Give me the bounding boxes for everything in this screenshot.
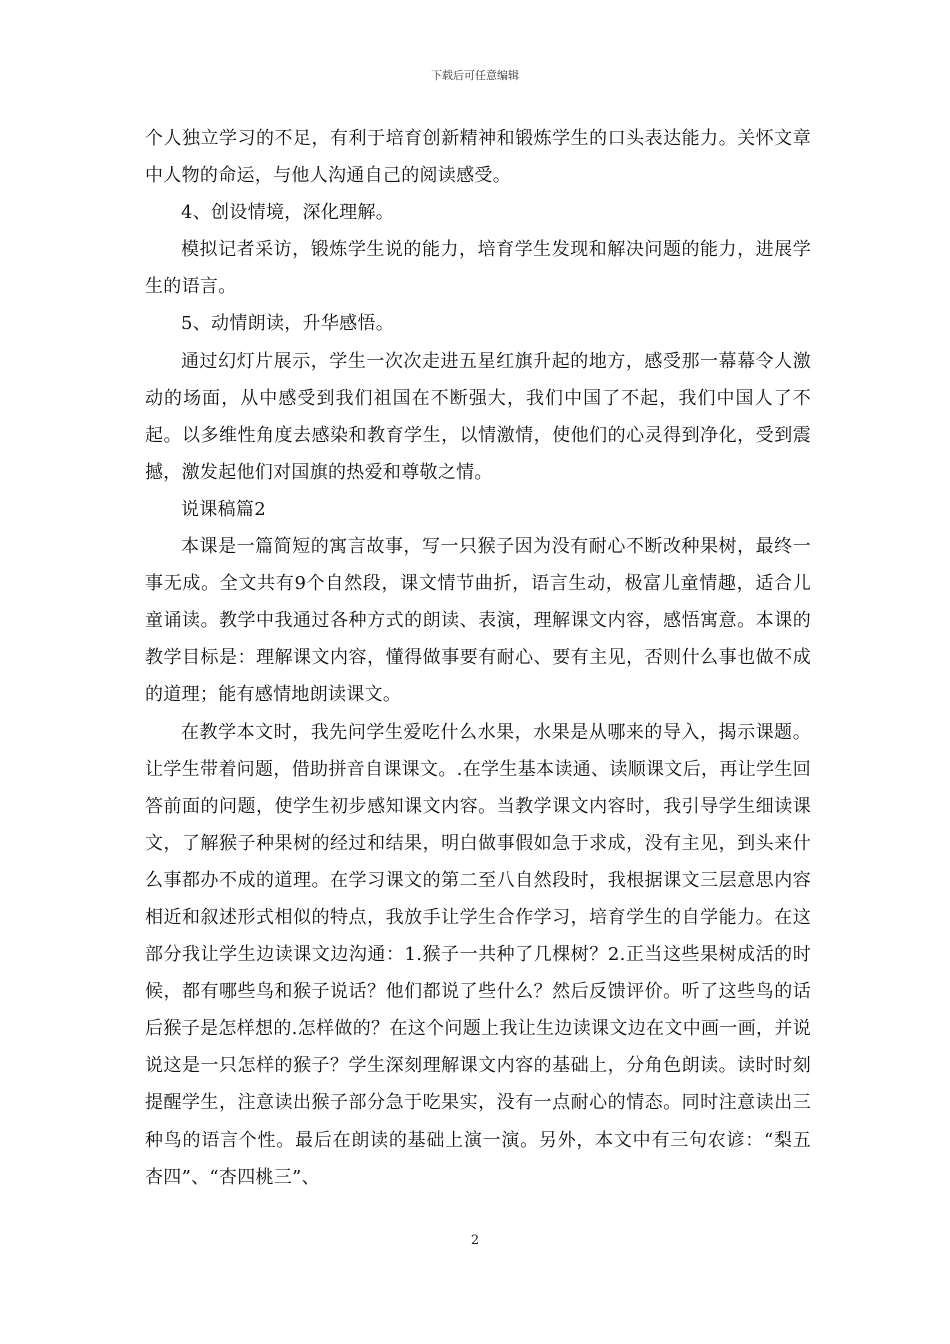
paragraph-continuation: 个人独立学习的不足，有利于培育创新精神和锻炼学生的口头表达能力。关怀文章中人物的命运，与他人沟通自己的阅读感受。 <box>145 128 811 187</box>
document-body <box>145 120 811 1196</box>
section-title: 说课稿篇2 <box>181 498 266 520</box>
step-heading-4: 4、创设情境，深化理解。 <box>181 202 395 224</box>
paragraph-slideshow: 通过幻灯片展示，学生一次次走进五星红旗升起的地方，感受那一幕幕令人激动的场面，从中感受到我们祖国在不断强大，我们中国了不起，我们中国人了不起。以多维性角度去感染和教育学生，以情激情，使他们的心灵得到净化，受到震撼，激发起他们对国旗的热爱和尊敬之情。 <box>145 350 811 483</box>
page-header: 下载后可任意编辑 <box>431 69 519 82</box>
page-number: 2 <box>470 1233 480 1248</box>
paragraph-interview: 模拟记者采访，锻炼学生说的能力，培育学生发现和解决问题的能力，进展学生的语言。 <box>145 239 811 298</box>
step-heading-5: 5、动情朗读，升华感悟。 <box>181 313 395 335</box>
paragraph-lesson-intro: 本课是一篇简短的寓言故事，写一只猴子因为没有耐心不断改种果树，最终一事无成。全文共有9个自然段，课文情节曲折，语言生动，极富儿童情趣，适合儿童诵读。教学中我通过各种方式的朗读、表演，理解课文内容，感悟寓意。本课的教学目标是：理解课文内容，懂得做事要有耐心、要有主见，否则什么事也做不成的道理；能有感情地朗读课文。 <box>145 536 811 706</box>
paragraph-teaching-process: 在教学本文时，我先问学生爱吃什么水果，水果是从哪来的导入，揭示课题。让学生带着问题，借助拼音自课课文。.在学生基本读通、读顺课文后，再让学生回答前面的问题，使学生初步感知课文内容。当教学课文内容时，我引导学生细读课文，了解猴子种果树的经过和结果，明白做事假如急于求成，没有主见，到头来什么事都办不成的道理。在学习课文的第二至八自然段时，我根据课文三层意思内容相近和叙述形式相似的特点，我放手让学生合作学习，培育学生的自学能力。在这部分我让学生边读课文边沟通：1.猴子一共种了几棵树？2.正当这些果树成活的时候，都有哪些鸟和猴子说话？他们都说了些什么？然后反馈评价。听了这些鸟的话后猴子是怎样想的.怎样做的？在这个问题上我让生边读课文边在文中画一画，并说说这是一只怎样的猴子？学生深刻理解课文内容的基础上，分角色朗读。读时时刻提醒学生，注意读出猴子部分急于吃果实，没有一点耐心的情态。同时注意读出三种鸟的语言个性。最后在朗读的基础上演一演。另外，本文中有三句农谚：“梨五杏四”、“杏四桃三”、 <box>145 721 811 1188</box>
